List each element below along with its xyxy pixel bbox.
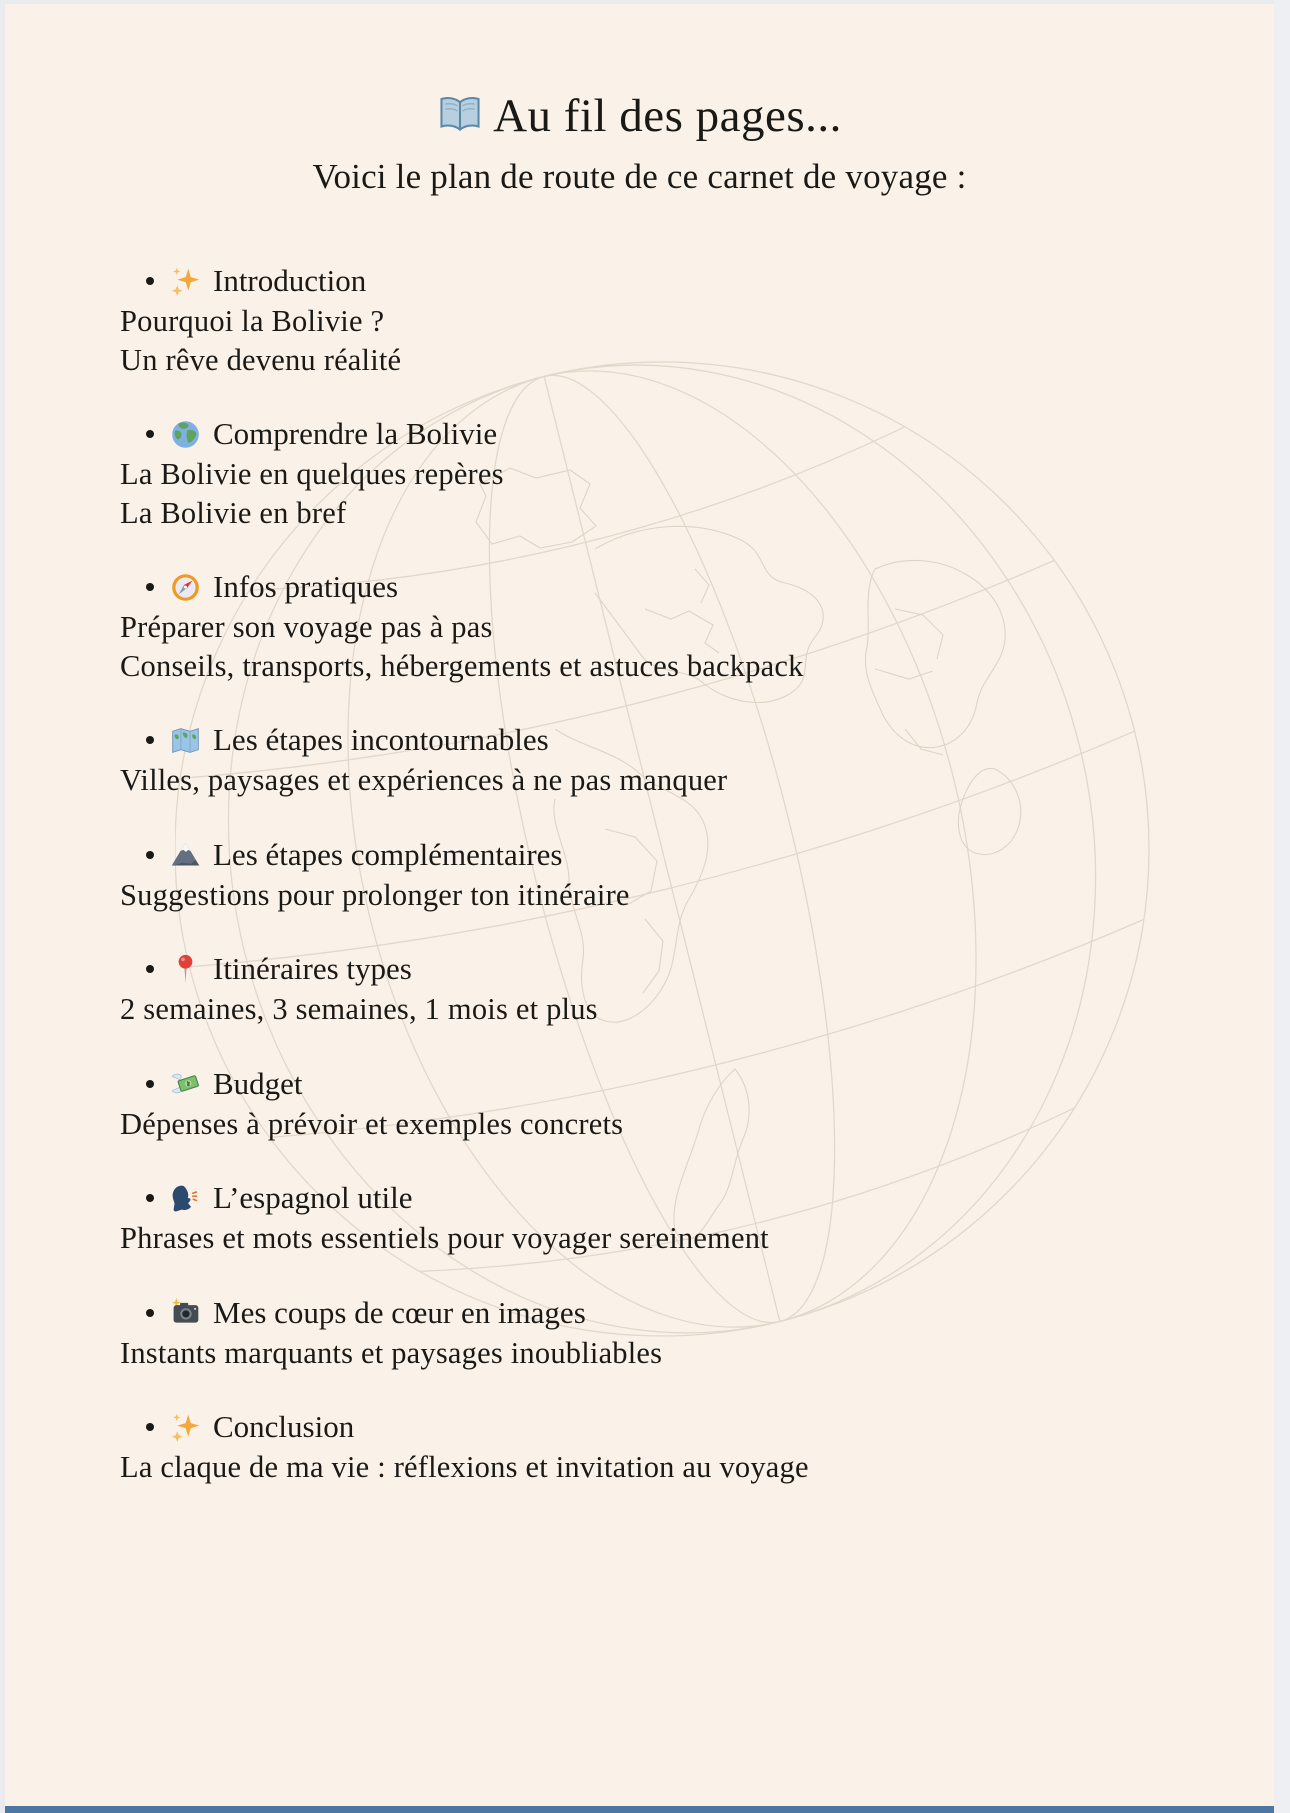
table-of-contents bbox=[5, 260, 1274, 1487]
toc-section-title: Les étapes incontournables bbox=[213, 722, 549, 757]
open-book-icon bbox=[437, 92, 483, 138]
bullet-dot bbox=[146, 1309, 154, 1317]
document-page bbox=[5, 4, 1274, 1806]
toc-section-heading bbox=[146, 948, 1234, 990]
toc-section-itineraires-types bbox=[120, 948, 1234, 1029]
toc-section-heading bbox=[146, 260, 1234, 302]
toc-section-title: Infos pratiques bbox=[213, 569, 399, 604]
round-pushpin-icon bbox=[169, 953, 202, 986]
toc-section-title: Conclusion bbox=[213, 1409, 355, 1444]
toc-section-heading bbox=[146, 1177, 1234, 1219]
toc-section-title: Comprendre la Bolivie bbox=[213, 416, 498, 451]
toc-section-heading bbox=[146, 1292, 1234, 1334]
compass-icon bbox=[169, 571, 202, 604]
toc-section-introduction bbox=[120, 260, 1234, 379]
bullet-dot bbox=[146, 965, 154, 973]
toc-section-line: Un rêve devenu réalité bbox=[120, 342, 402, 377]
toc-section-budget bbox=[120, 1063, 1234, 1144]
toc-section-title: Introduction bbox=[213, 263, 367, 298]
bullet-dot bbox=[146, 277, 154, 285]
toc-section-heading bbox=[146, 566, 1234, 608]
bullet-dot bbox=[146, 1194, 154, 1202]
money-with-wings-icon bbox=[169, 1067, 202, 1100]
toc-section-line: Villes, paysages et expériences à ne pas manquer bbox=[120, 763, 728, 797]
toc-section-title: Mes coups de cœur en images bbox=[213, 1294, 586, 1330]
toc-section-heading bbox=[146, 834, 1234, 876]
speaking-head-icon bbox=[169, 1182, 202, 1215]
page-subtitle: Voici le plan de route de ce carnet de voyage : bbox=[312, 157, 967, 196]
next-section-edge bbox=[5, 1806, 1274, 1813]
toc-section-line: Phrases et mots essentiels pour voyager sereinement bbox=[120, 1221, 769, 1255]
sparkles-icon bbox=[169, 1411, 202, 1444]
sparkles-icon bbox=[169, 265, 202, 298]
toc-section-line: Instants marquants et paysages inoubliables bbox=[120, 1335, 663, 1370]
toc-section-line: La claque de ma vie : réflexions et invitation au voyage bbox=[120, 1450, 809, 1484]
page-title bbox=[5, 88, 1274, 144]
bullet-dot bbox=[146, 851, 154, 859]
snow-capped-mountain-icon bbox=[169, 838, 202, 871]
toc-section-espagnol-utile bbox=[120, 1177, 1234, 1258]
world-map-icon bbox=[169, 724, 202, 757]
toc-section-title: L’espagnol utile bbox=[213, 1180, 413, 1215]
toc-section-heading bbox=[146, 1063, 1234, 1105]
camera-with-flash-icon bbox=[169, 1296, 202, 1329]
toc-section-infos-pratiques bbox=[120, 566, 1234, 685]
toc-section-line: Conseils, transports, hébergements et astuces backpack bbox=[120, 648, 804, 683]
page-header bbox=[5, 4, 1274, 198]
toc-section-comprendre-la-bolivie bbox=[120, 413, 1234, 532]
toc-section-heading bbox=[146, 1406, 1234, 1448]
toc-section-title: Budget bbox=[213, 1065, 303, 1101]
toc-section-line: Dépenses à prévoir et exemples concrets bbox=[120, 1106, 624, 1141]
page-title-text: Au fil des pages... bbox=[493, 90, 842, 142]
bullet-dot bbox=[146, 736, 154, 744]
bullet-dot bbox=[146, 583, 154, 591]
toc-section-etapes-complementaires bbox=[120, 834, 1234, 915]
toc-section-conclusion bbox=[120, 1406, 1234, 1487]
toc-section-title: Itinéraires types bbox=[213, 951, 412, 986]
toc-section-etapes-incontournables bbox=[120, 719, 1234, 800]
toc-section-line: La Bolivie en bref bbox=[120, 495, 347, 530]
toc-section-line: Pourquoi la Bolivie ? bbox=[120, 304, 385, 338]
toc-section-heading bbox=[146, 413, 1234, 455]
toc-section-line: La Bolivie en quelques repères bbox=[120, 457, 504, 491]
toc-section-title: Les étapes complémentaires bbox=[213, 836, 563, 872]
scrollbar[interactable] bbox=[1274, 0, 1290, 1813]
bullet-dot bbox=[146, 1080, 154, 1088]
bullet-dot bbox=[146, 430, 154, 438]
toc-section-line: Préparer son voyage pas à pas bbox=[120, 610, 493, 644]
globe-icon bbox=[169, 418, 202, 451]
toc-section-line: 2 semaines, 3 semaines, 1 mois et plus bbox=[120, 992, 598, 1026]
toc-section-line: Suggestions pour prolonger ton itinéraire bbox=[120, 877, 630, 912]
toc-section-heading bbox=[146, 719, 1234, 761]
toc-section-coups-de-coeur bbox=[120, 1292, 1234, 1373]
bullet-dot bbox=[146, 1423, 154, 1431]
